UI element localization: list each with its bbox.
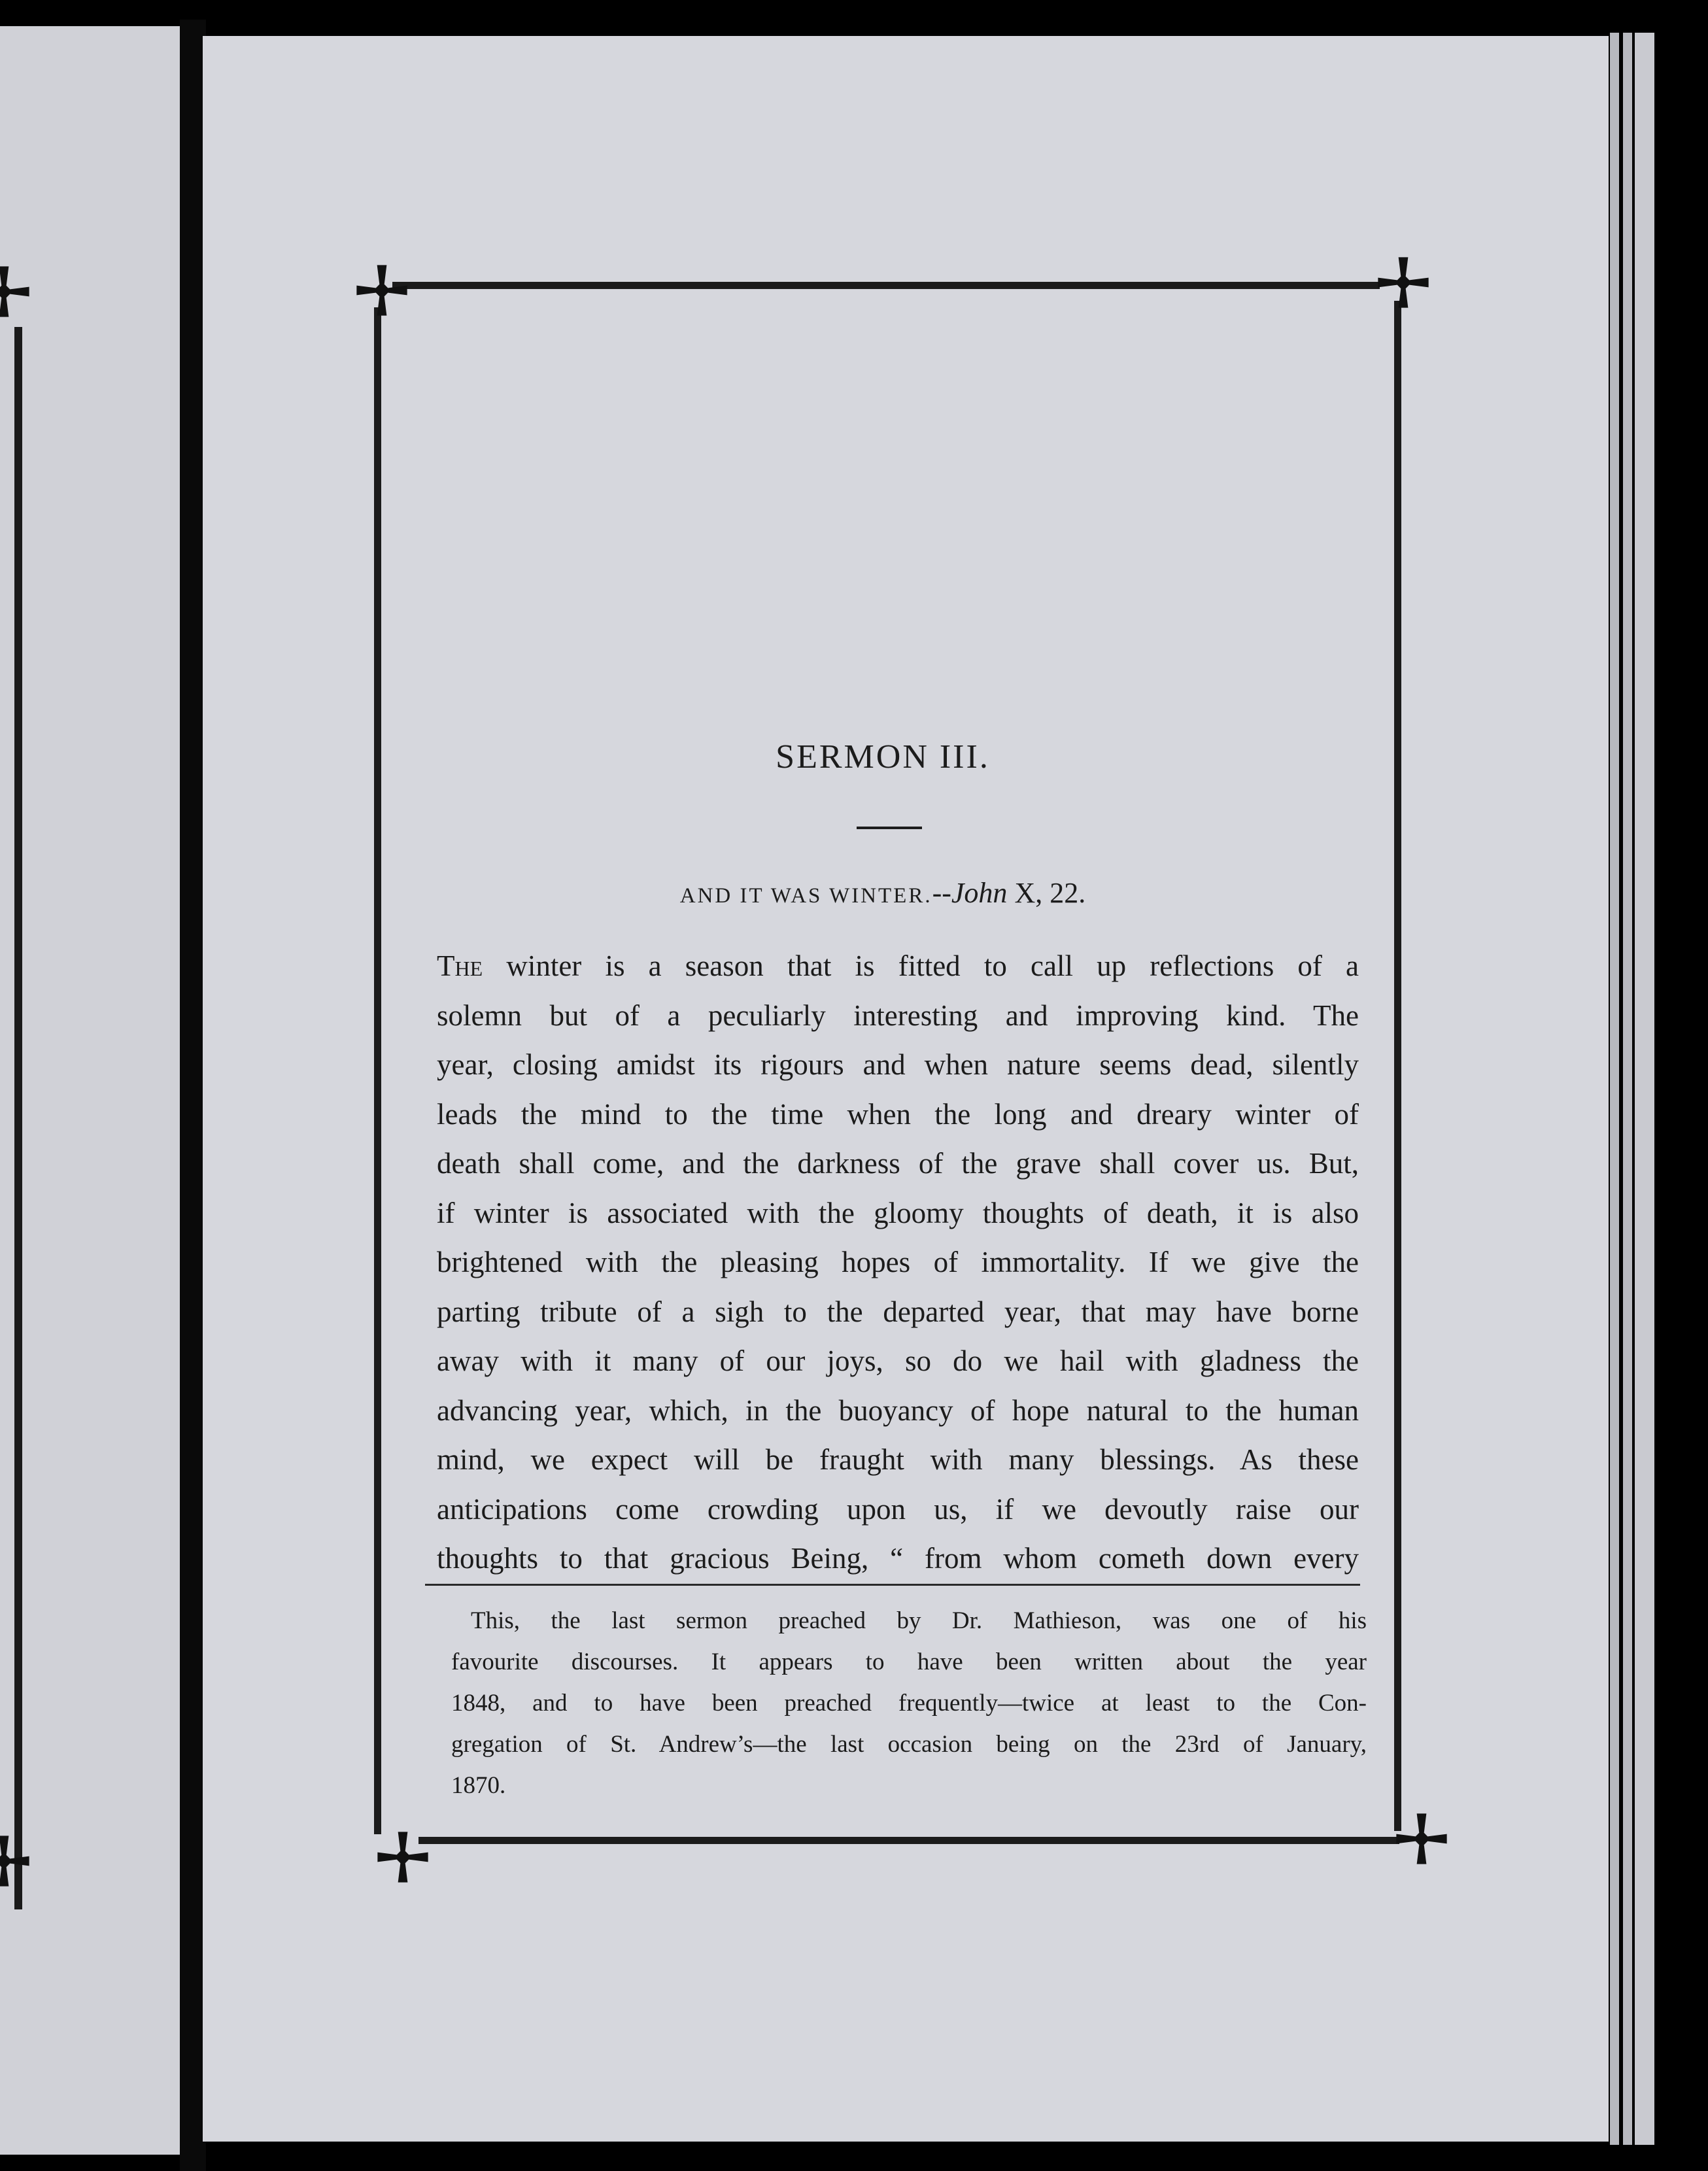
body-line: death shall come, and the darkness of the grave shall cover us. But, <box>437 1147 1359 1180</box>
scripture-epigraph <box>392 876 1373 910</box>
body-first-word: The <box>437 949 483 982</box>
epigraph-text: AND IT WAS WINTER. <box>679 884 932 908</box>
footnote-line: This, the last sermon preached by Dr. Mathieson, was one of his <box>471 1607 1367 1634</box>
corner-cross-top-left-icon <box>352 260 412 320</box>
corner-cross-bottom-right-icon <box>1392 1809 1452 1869</box>
footnote-line: gregation of St. Andrew’s—the last occasion being on the 23rd of January, <box>451 1731 1367 1758</box>
sermon-title: SERMON III. <box>776 738 990 776</box>
corner-cross-top-right-icon <box>1373 252 1433 313</box>
book-gutter <box>180 20 206 2171</box>
body-line: away with it many of our joys, so do we hail with gladness the <box>437 1344 1359 1377</box>
sermon-body <box>437 942 1359 1584</box>
footnote-line: favourite discourses. It appears to have been written about the year <box>451 1649 1367 1675</box>
body-line: parting tribute of a sigh to the departed year, that may have borne <box>437 1295 1359 1328</box>
border-right-rule <box>1394 301 1401 1831</box>
body-line: solemn but of a peculiarly interesting and improving kind. The <box>437 999 1359 1032</box>
border-bottom-rule <box>418 1837 1399 1844</box>
footnote-separator-rule <box>425 1584 1360 1586</box>
body-line: thoughts to that gracious Being, “ from whom cometh down every <box>437 1542 1359 1575</box>
page-edge <box>1623 33 1632 2145</box>
body-line: mind, we expect will be fraught with many blessings. As these <box>437 1443 1359 1476</box>
body-line: advancing year, which, in the buoyancy of hope natural to the human <box>437 1393 1359 1427</box>
epigraph-reference-book: John <box>951 877 1008 909</box>
border-left-rule <box>374 307 381 1834</box>
footnote <box>451 1600 1367 1806</box>
body-line: anticipations come crowding upon us, if we devoutly raise our <box>437 1492 1359 1526</box>
body-line: brightened with the pleasing hopes of immortality. If we give the <box>437 1246 1359 1278</box>
epigraph-dash: -- <box>932 877 951 909</box>
body-line: year, closing amidst its rigours and when nature seems dead, silently <box>437 1048 1359 1081</box>
page-edge <box>1635 33 1654 2145</box>
body-line: leads the mind to the time when the long and dreary winter of <box>437 1097 1359 1131</box>
title-separator-rule <box>857 827 922 829</box>
left-page-border-rule <box>14 327 22 1909</box>
left-page-cross-ornament-icon <box>0 1831 34 1891</box>
border-top-rule <box>392 282 1380 289</box>
corner-cross-bottom-left-icon <box>373 1827 433 1887</box>
body-line: The winter is a season that is fitted to call up reflections of a <box>437 949 1359 982</box>
left-page-cross-ornament-icon <box>0 262 34 322</box>
page-edge <box>1610 33 1619 2145</box>
footnote-line: 1848, and to have been preached frequently—twice at least to the Con- <box>451 1690 1367 1717</box>
body-line: if winter is associated with the gloomy thoughts of death, it is also <box>437 1196 1359 1229</box>
footnote-line: 1870. <box>451 1772 506 1799</box>
epigraph-reference-verse: X, 22. <box>1014 877 1086 909</box>
